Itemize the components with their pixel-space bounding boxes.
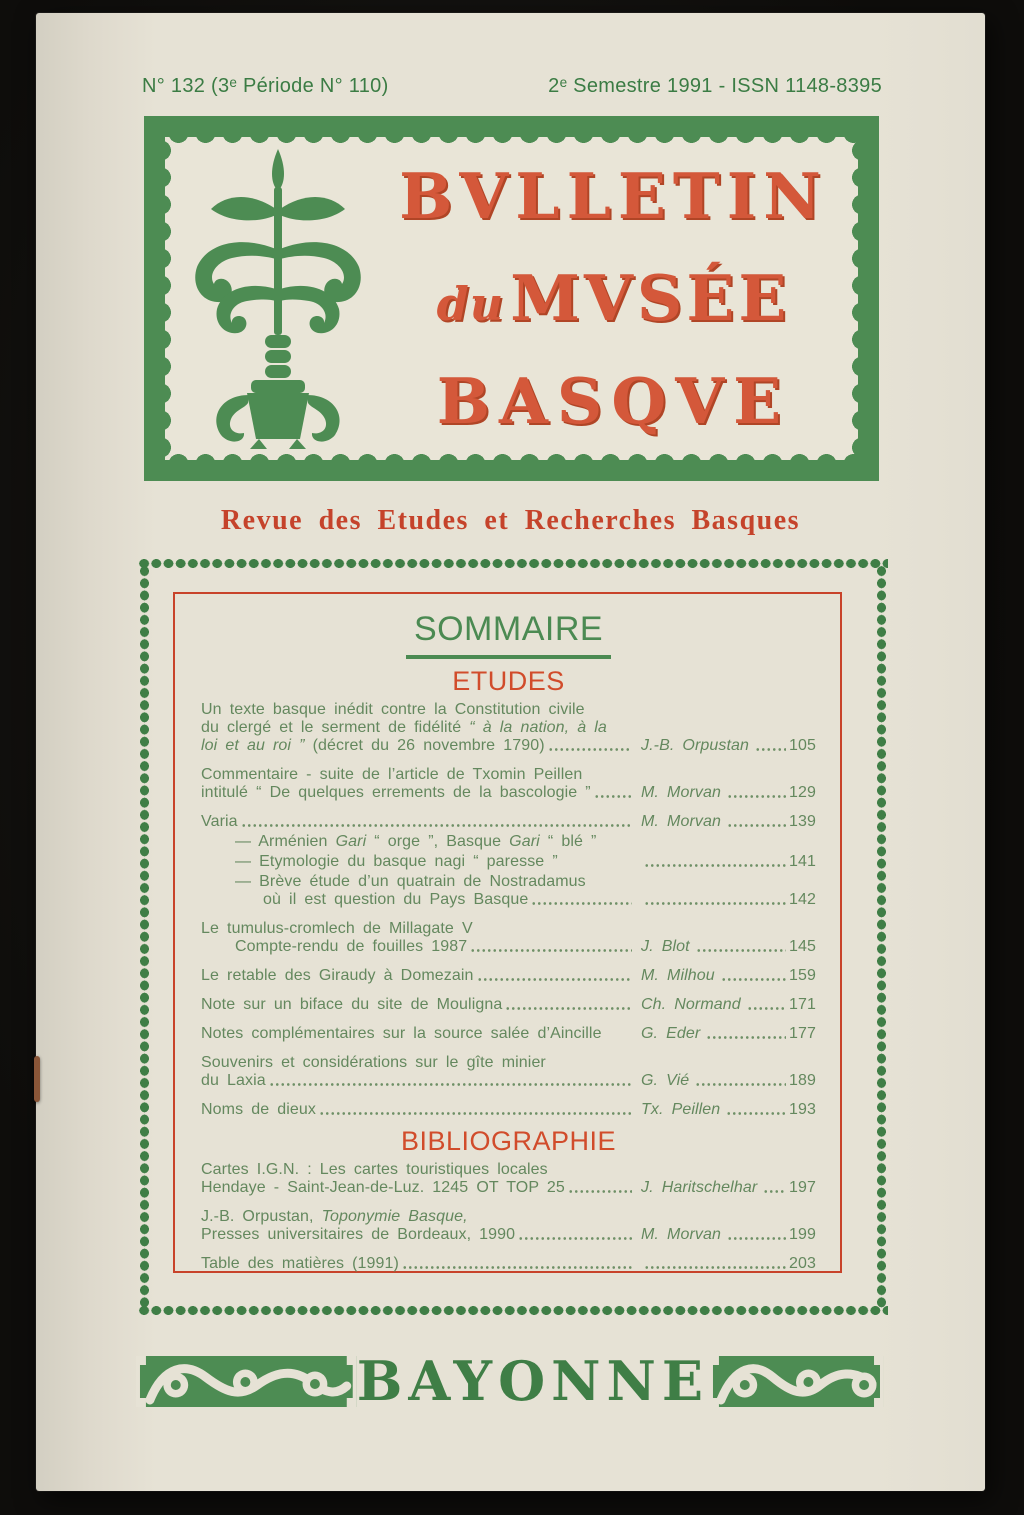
toc-text-segment: Gari: [509, 833, 540, 850]
dotted-leader: [644, 853, 786, 871]
table-of-contents: [201, 666, 816, 1273]
toc-author: [635, 1101, 789, 1119]
masthead-du: du: [436, 277, 505, 332]
toc-entry-row: [201, 1255, 816, 1273]
toc-entry-row: [201, 784, 816, 802]
toc-title-text: [201, 813, 238, 831]
toc-title: [201, 737, 635, 755]
toc-text-segment: loi et au roi ”: [201, 737, 313, 754]
toc-author-name: Tx. Peillen: [641, 1101, 721, 1118]
dotted-leader: [644, 891, 786, 909]
toc-title: [201, 1072, 635, 1090]
dotted-leader: [241, 813, 632, 831]
toc-text-segment: J.-B. Orpustan,: [201, 1208, 322, 1225]
toc-entry: [201, 833, 816, 851]
toc-entry: [201, 1255, 816, 1273]
toc-title-text: [201, 967, 474, 985]
toc-text-segment: (décret du 26 novembre 1790): [312, 737, 545, 754]
toc-entry-row: [201, 737, 816, 755]
toc-entry: [201, 1208, 816, 1244]
toc-text-segment: — Etymologie du basque nagi “ paresse ”: [235, 853, 558, 870]
toc-author: [635, 967, 789, 985]
toc-entry-row: [201, 1179, 816, 1197]
toc-title-text: [201, 1025, 602, 1043]
toc-author-name: M. Milhou: [641, 967, 715, 984]
toc-author: [635, 1179, 789, 1197]
toc-entry: [201, 1054, 816, 1090]
toc-entry-row: [201, 938, 816, 956]
toc-page-number: 193: [789, 1101, 816, 1118]
dotted-leader: [727, 813, 786, 831]
toc-title-line: [201, 701, 816, 719]
bead-border-left: [138, 565, 151, 1309]
toc-title-line: [201, 873, 816, 891]
toc-author: [635, 784, 789, 802]
toc-text-segment: — Brève étude d’un quatrain de Nostradamus: [235, 873, 586, 890]
toc-author-name: M. Morvan: [641, 1226, 721, 1243]
toc-title-line: [201, 766, 816, 784]
toc-title-line: [201, 719, 816, 737]
dotted-leader: [695, 1072, 786, 1090]
sommaire-box: [173, 592, 842, 1273]
masthead-line3: BASQVE: [436, 363, 791, 438]
toc-entry: [201, 1101, 816, 1119]
toc-title-text: [235, 938, 467, 956]
toc-page-number: 171: [789, 996, 816, 1013]
toc-page-number: 159: [789, 967, 816, 984]
toc-text-segment: — Arménien: [235, 833, 336, 850]
toc-text-segment: Hendaye - Saint-Jean-de-Luz. 1245 OT TOP 25: [201, 1179, 565, 1196]
bead-border-right: [875, 565, 888, 1309]
toc-title: [201, 967, 635, 985]
stamp-border: [165, 137, 858, 460]
toc-page-number: 139: [789, 813, 816, 830]
toc-entry-row: [201, 967, 816, 985]
toc-title-line: [201, 1161, 816, 1179]
toc-entry: [201, 967, 816, 985]
dotted-leader: [644, 1255, 786, 1273]
toc-text-segment: “ orge ”, Basque: [366, 833, 510, 850]
toc-text-segment: Un texte basque inédit contre la Constitution civile: [201, 701, 585, 718]
dotted-leader: [696, 938, 786, 956]
toc-author: [635, 1226, 789, 1244]
city-name: BAYONNE: [356, 1349, 710, 1413]
toc-text-segment: “ blé ”: [539, 833, 597, 850]
toc-author: [635, 938, 789, 956]
masthead-line1: BVLLETIN: [399, 159, 828, 234]
masthead-musee: MVSÉE: [510, 261, 791, 336]
toc-page-number: 203: [789, 1255, 816, 1272]
dotted-leader: [477, 967, 633, 985]
toc-page-number: 145: [789, 938, 816, 955]
issue-row: [142, 75, 882, 98]
section-heading: BIBLIOGRAPHIE: [400, 1126, 617, 1156]
dotted-leader: [747, 996, 786, 1014]
dotted-leader: [727, 1226, 786, 1244]
toc-entry: [201, 853, 816, 871]
toc-author: [635, 1255, 789, 1273]
toc-title: [201, 938, 635, 956]
dotted-leader: [470, 938, 632, 956]
dotted-leader: [726, 1101, 786, 1119]
toc-author: [635, 737, 789, 755]
toc-author-name: G. Eder: [641, 1025, 701, 1042]
toc-author-name: J.-B. Orpustan: [641, 737, 750, 754]
toc-title-line: [201, 833, 816, 851]
toc-entry: [201, 1025, 816, 1043]
dotted-leader: [531, 891, 632, 909]
dotted-leader: [755, 737, 786, 755]
toc-title-text: [263, 891, 528, 909]
toc-text-segment: du Laxia: [201, 1072, 266, 1089]
bead-border-bottom: [138, 1304, 888, 1317]
toc-title: [201, 996, 635, 1014]
toc-entry-row: [201, 1025, 816, 1043]
toc-page-number: 129: [789, 784, 816, 801]
toc-title: [201, 784, 635, 802]
toc-author: [635, 853, 789, 871]
toc-title-line: [201, 1208, 816, 1226]
toc-author-name: M. Morvan: [641, 784, 721, 801]
toc-author: [635, 1025, 789, 1043]
dotted-leader: [319, 1101, 632, 1119]
toc-title: [201, 891, 635, 909]
toc-page-number: 199: [789, 1226, 816, 1243]
toc-title: [201, 853, 635, 871]
toc-text-segment: Note sur un biface du site de Mouligna: [201, 996, 503, 1013]
toc-entry-row: [201, 1226, 816, 1244]
journal-subtitle: Revue des Etudes et Recherches Basques: [220, 505, 801, 536]
toc-text-segment: Cartes I.G.N. : Les cartes touristiques locales: [201, 1161, 548, 1178]
toc-entry-row: [201, 1072, 816, 1090]
toc-page-number: 177: [789, 1025, 816, 1042]
toc-entry: [201, 1161, 816, 1197]
dotted-leader: [402, 1255, 632, 1273]
toc-page-number: 189: [789, 1072, 816, 1089]
issue-number: N° 132 (3ᵉ Période N° 110): [142, 75, 389, 97]
toc-page-number: 142: [789, 891, 816, 908]
toc-author-name: J. Blot: [641, 938, 690, 955]
toc-author: [635, 996, 789, 1014]
dotted-leader: [568, 1179, 632, 1197]
toc-title: [201, 1179, 635, 1197]
toc-text-segment: Varia: [201, 813, 238, 830]
dotted-leader: [706, 1025, 786, 1043]
toc-entry: [201, 920, 816, 956]
masthead-block: [144, 116, 879, 481]
toc-entry: [201, 813, 816, 831]
toc-title: [201, 1101, 635, 1119]
toc-title-text: [201, 784, 591, 802]
toc-title-text: [201, 1255, 399, 1273]
issue-date-issn: 2ᵉ Semestre 1991 - ISSN 1148-8395: [548, 75, 882, 97]
toc-text-segment: Le tumulus-cromlech de Millagate V: [201, 920, 473, 937]
toc-text-segment: Gari: [335, 833, 367, 850]
toc-entry-row: [201, 1101, 816, 1119]
toc-author-name: M. Morvan: [641, 813, 721, 830]
toc-text-segment: Toponymie Basque,: [321, 1208, 468, 1225]
toc-entry: [201, 873, 816, 909]
toc-entry-row: [201, 853, 816, 871]
toc-title: [201, 1226, 635, 1244]
toc-text-segment: Table des matières (1991): [201, 1255, 399, 1272]
dotted-leader: [505, 996, 632, 1014]
toc-text-segment: Presses universitaires de Bordeaux, 1990: [201, 1226, 516, 1243]
toc-author-name: G. Vié: [641, 1072, 690, 1089]
toc-title: [201, 1025, 635, 1043]
dotted-leader: [763, 1179, 786, 1197]
toc-text-segment: Noms de dieux: [201, 1101, 317, 1118]
scroll-ornament-left: [136, 1353, 357, 1410]
toc-title-text: [201, 1101, 316, 1119]
journal-cover: [36, 13, 985, 1491]
toc-author: [635, 813, 789, 831]
toc-text-segment: intitulé “ De quelques errements de la bascologie ”: [201, 784, 591, 801]
toc-title: [201, 1255, 635, 1273]
footer-frieze: [136, 1349, 884, 1413]
dotted-leader: [721, 967, 786, 985]
toc-text-segment: du clergé et le serment de fidélité: [201, 719, 470, 736]
toc-title-text: [201, 996, 502, 1014]
toc-author-name: Ch. Normand: [641, 996, 741, 1013]
toc-title-text: [201, 1226, 515, 1244]
toc-title-line: [201, 1054, 816, 1072]
toc-title-text: [235, 853, 558, 871]
dotted-leader: [594, 784, 632, 802]
toc-text-segment: où il est question du Pays Basque: [263, 891, 529, 908]
dotted-leader: [727, 784, 786, 802]
toc-text-segment: Notes complémentaires sur la source salée d’Aincille: [201, 1025, 602, 1042]
plant-in-pot-icon: [177, 147, 379, 450]
masthead-title: [379, 145, 848, 452]
toc-entry: [201, 996, 816, 1014]
dotted-leader: [548, 737, 632, 755]
toc-entry-row: [201, 813, 816, 831]
sommaire-title: SOMMAIRE: [406, 610, 611, 659]
toc-entry-row: [201, 891, 816, 909]
dotted-leader: [518, 1226, 632, 1244]
toc-text-segment: Souvenirs et considérations sur le gîte minier: [201, 1054, 546, 1071]
toc-text-segment: “ à la nation, à la: [469, 719, 607, 736]
sommaire-heading: [201, 610, 816, 659]
toc-author-name: J. Haritschelhar: [641, 1179, 758, 1196]
toc-page-number: 197: [789, 1179, 816, 1196]
toc-title-text: [201, 1179, 565, 1197]
toc-author: [635, 891, 789, 909]
toc-text-segment: Le retable des Giraudy à Domezain: [201, 967, 474, 984]
scroll-ornament-right: [709, 1353, 884, 1410]
toc-title-text: [201, 737, 545, 755]
staple: [34, 1056, 40, 1102]
toc-title-line: [201, 920, 816, 938]
bead-border-top: [138, 557, 888, 570]
masthead-line2: [379, 261, 848, 335]
section-heading: ETUDES: [452, 666, 565, 696]
dotted-leader: [269, 1072, 632, 1090]
toc-title: [201, 813, 635, 831]
toc-page-number: 141: [789, 853, 816, 870]
toc-entry: [201, 766, 816, 802]
toc-author: [635, 1072, 789, 1090]
toc-text-segment: Compte-rendu de fouilles 1987: [235, 938, 468, 955]
toc-page-number: 105: [789, 737, 816, 754]
toc-text-segment: Commentaire - suite de l’article de Txomin Peillen: [201, 766, 583, 783]
toc-entry: [201, 701, 816, 755]
toc-title-text: [201, 1072, 266, 1090]
toc-entry-row: [201, 996, 816, 1014]
